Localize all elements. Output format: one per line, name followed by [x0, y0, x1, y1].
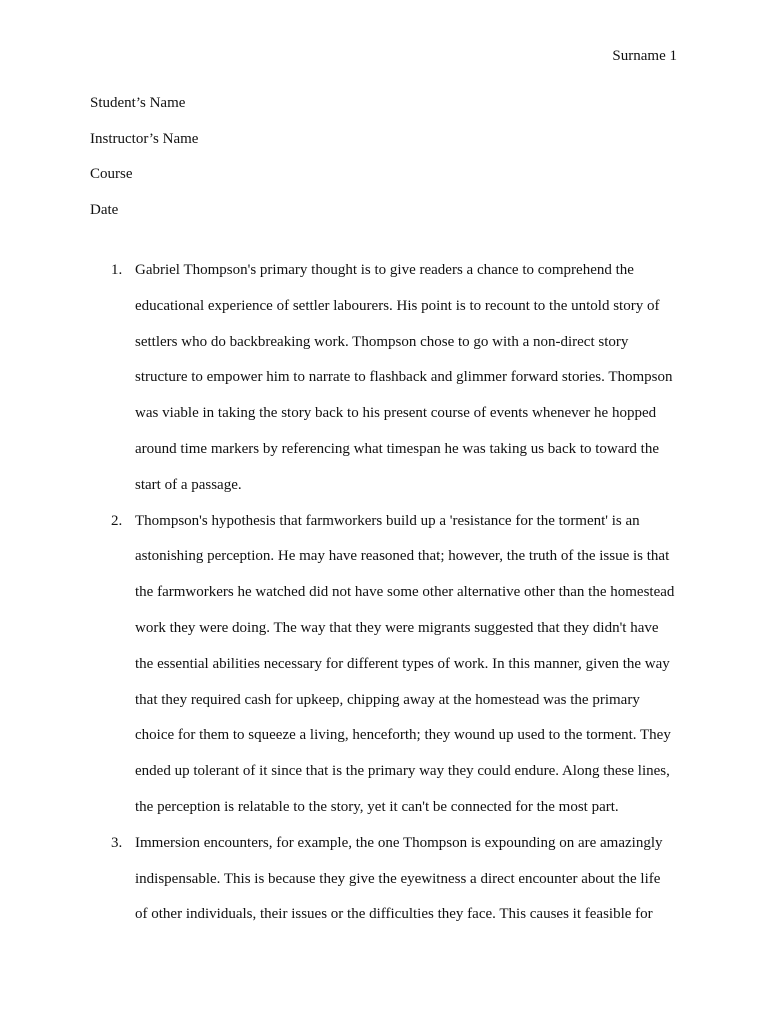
text-line: indispensable. This is because they give the eyewitness a direct encounter about the life	[135, 870, 661, 887]
text-line: that they required cash for upkeep, chipping away at the homestead was the primary	[135, 691, 640, 708]
list-item-3	[90, 826, 680, 933]
text-line: Thompson's hypothesis that farmworkers build up a 'resistance for the torment' is an	[135, 512, 640, 529]
text-line: start of a passage.	[135, 476, 242, 493]
text-line: choice for them to squeeze a living, henceforth; they wound up used to the torment. They	[135, 727, 671, 744]
text-line: of other individuals, their issues or the difficulties they face. This causes it feasible for	[135, 906, 653, 923]
text-line: Gabriel Thompson's primary thought is to give readers a chance to comprehend the	[135, 262, 634, 278]
instructor-name: Instructor’s Name	[90, 130, 199, 147]
text-line: work they were doing. The way that they were migrants suggested that they didn't have	[135, 619, 659, 636]
text-line: astonishing perception. He may have reasoned that; however, the truth of the issue is that	[135, 548, 670, 565]
text-line: educational experience of settler labourers. His point is to recount to the untold story of	[135, 297, 660, 314]
list-number: 3.	[111, 834, 123, 851]
list-item-2	[90, 504, 680, 826]
heading-block	[90, 94, 198, 236]
text-line: the farmworkers he watched did not have some other alternative other than the homestead	[135, 584, 675, 601]
text-line: the perception is relatable to the story, yet it can't be connected for the most part.	[135, 798, 619, 815]
text-line: the essential abilities necessary for different types of work. In this manner, given the way	[135, 655, 670, 672]
list-number: 2.	[111, 512, 123, 529]
list-number: 1.	[111, 262, 123, 278]
text-line: was viable in taking the story back to his present course of events whenever he hopped	[135, 405, 657, 422]
text-line: ended up tolerant of it since that is the primary way they could endure. Along these lines,	[135, 763, 670, 780]
text-line: structure to empower him to narrate to flashback and glimmer forward stories. Thompson	[135, 369, 673, 386]
list-item-1	[90, 253, 680, 504]
date-line: Date	[90, 201, 119, 218]
course-name: Course	[90, 166, 133, 182]
text-line: around time markers by referencing what timespan he was taking us back to toward the	[135, 440, 659, 457]
numbered-list	[90, 253, 680, 933]
text-line: settlers who do backbreaking work. Thompson chose to go with a non-direct story	[135, 333, 629, 350]
running-header: Surname 1	[612, 48, 677, 64]
text-line: Immersion encounters, for example, the one Thompson is expounding on are amazingly	[135, 834, 663, 851]
student-name: Student’s Name	[90, 95, 186, 111]
